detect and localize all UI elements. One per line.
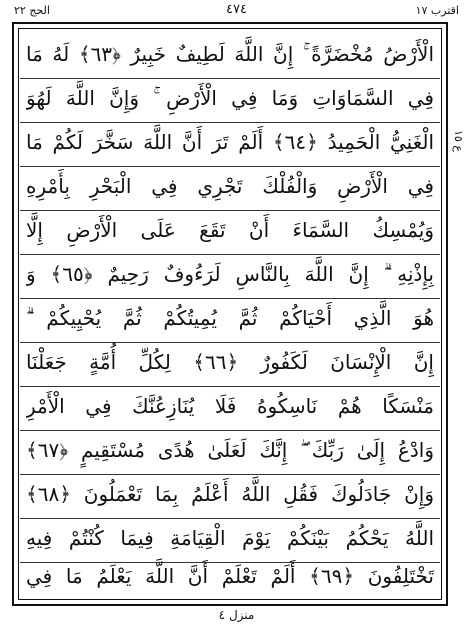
- text-line: هُوَ الَّذِي أَحْيَاكُمْ ثُمَّ يُمِيتُكُمْ ثُمَّ يُحْيِيكُمْ ۗ: [26, 306, 434, 330]
- text-line: فِي السَّمَاوَاتِ وَمَا فِي الْأَرْضِ ۚ وَإِنَّ اللَّهَ لَهُوَ: [26, 86, 434, 110]
- text-line: وَادْعُ إِلَىٰ رَبِّكَ ۖ إِنَّكَ لَعَلَىٰ هُدًى مُسْتَقِيمٍ ﴿٦٧﴾: [26, 438, 434, 462]
- page-number: ٤٧٤: [226, 2, 247, 17]
- text-line: الْغَنِيُّ الْحَمِيدُ ﴿٦٤﴾ أَلَمْ تَرَ أَنَّ اللَّهَ سَخَّرَ لَكُمْ مَا: [26, 130, 434, 154]
- text-line: مَنْسَكًا هُمْ نَاسِكُوهُ فَلَا يُنَازِعُنَّكَ فِي الْأَمْرِ: [26, 394, 434, 418]
- surah-name-header: الحج ٢٢: [14, 4, 50, 17]
- text-line: إِنَّ الْإِنْسَانَ لَكَفُورٌ ﴿٦٦﴾ لِكُلِّ أُمَّةٍ جَعَلْنَا: [26, 350, 434, 374]
- text-line: الْأَرْضُ مُخْضَرَّةً ۚ إِنَّ اللَّهَ لَطِيفٌ خَبِيرٌ ﴿٦٣﴾ لَهُ مَا: [26, 42, 434, 66]
- text-line: فِي الْأَرْضِ وَالْفُلْكَ تَجْرِي فِي الْبَحْرِ بِأَمْرِهِ: [26, 174, 434, 198]
- para-name-header: اقترب ١٧: [415, 4, 459, 17]
- manzil-footer: منزل ٤: [218, 608, 255, 622]
- text-line: تَخْتَلِفُونَ ﴿٦٩﴾ أَلَمْ تَعْلَمْ أَنَّ اللَّهَ يَعْلَمُ مَا فِي: [26, 564, 434, 588]
- ruku-marker: ع ١٥: [452, 130, 465, 152]
- text-line: وَيُمْسِكُ السَّمَاءَ أَنْ تَقَعَ عَلَى الْأَرْضِ إِلَّا: [26, 218, 434, 242]
- text-line: وَإِنْ جَادَلُوكَ فَقُلِ اللَّهُ أَعْلَمُ بِمَا تَعْمَلُونَ ﴿٦٨﴾: [26, 482, 434, 506]
- text-line: بِإِذْنِهِ ۗ إِنَّ اللَّهَ بِالنَّاسِ لَرَءُوفٌ رَحِيمٌ ﴿٦٥﴾ وَ: [26, 262, 434, 286]
- text-line: اللَّهُ يَحْكُمُ بَيْنَكُمْ يَوْمَ الْقِيَامَةِ فِيمَا كُنْتُمْ فِيهِ: [26, 526, 434, 550]
